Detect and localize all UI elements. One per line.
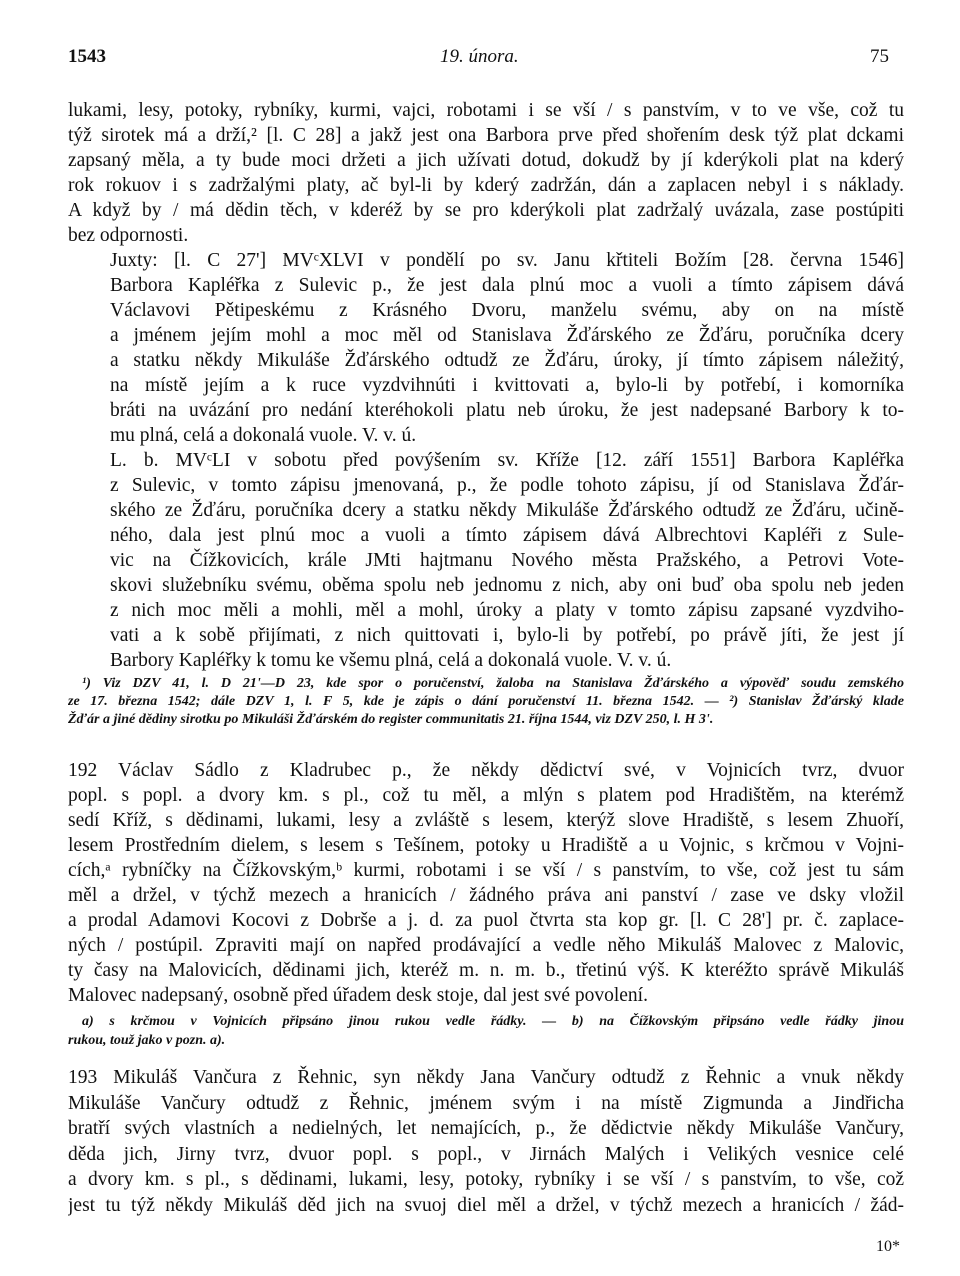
text-line: A když by / má dědin těch, v kderéž by se pro kderýkoli plat zadržalý uvázala, zase postúpiti (68, 200, 904, 221)
entry-193-line: jest tu týž někdy Mikuláš děd jich na svuoj diel měl a držel, v týchž mezech a hranicích / žád- (68, 1194, 904, 1216)
running-date: 19. února. (440, 46, 519, 67)
text-line: na místě jejím a k ruce vyzdvihnúti i kvittovati a, bylo-li by potřebí, i komorníka (110, 375, 904, 396)
text-line: Václavovi Pětipeskému z Krásného Dvoru, manželu svému, aby on na místě (110, 300, 904, 321)
text-line: a jménem jejím mohl a moc měl od Stanislava Žďárského ze Žďáru, poručníka dcery (110, 325, 904, 346)
text-line: zapsaný měla, a ty bude moci držeti a jich užívati dotud, dokudž by jí kderýkoli plat na kderý (68, 150, 904, 171)
text-line: bráti na uvázání pro nedání kteréhokoli platu neb úroku, že jest nadepsané Barbory k to- (110, 400, 904, 421)
text-line: mu plná, celá a dokonalá vuole. V. v. ú. (110, 425, 417, 446)
text-line: rok rokuov i s zadržalými platy, ač byl-li by kderý zadržán, dán a zaplacen nebyl i s náklady. (68, 175, 904, 196)
entry-192-line: a prodal Adamovi Kocovi z Dobrše a j. d. za puol čtvrta sta kop gr. [l. C 28'] pr. č. zaplace- (68, 910, 904, 931)
text-line: týž sirotek má a drží,² [l. C 28] a jakž jest ona Barbora prve před shořením desk týž plat dckami (68, 125, 904, 146)
entry-192-line: sedí Kříž, s dědinami, lukami, lesy a zvláště s lesem, kterýž slove Hradiště, s lesem Zhuoří, (68, 810, 904, 831)
entry-192-line: ných / postúpil. Zpraviti mají on napřed prodávající a vedle něho Mikuláš Malovec z Malovic, (68, 935, 904, 956)
entry-192-line: Malovec nadepsaný, osobně před úřadem desk stoje, dal jest své povolení. (68, 985, 648, 1006)
entry-192-line: ty časy na Malovicích, dědinami jich, kteréž m. n. m. b., třetinú výš. K kteréžto správě Mikuláš (68, 960, 904, 981)
text-line: ského ze Žďáru, poručníka dcery a statku někdy Mikuláše Žďárského odtudž ze Žďáru, učině- (110, 500, 904, 521)
text-line: z Sulevic, v tomto zápisu jmenovaná, p., že podle tohoto zápisu, jí od Stanislava Žďár- (110, 475, 904, 496)
text-line: bez odpornosti. (68, 225, 189, 246)
footnote-line: a) s krčmou v Vojnicích připsáno jinou rukou vedle řádky. — b) na Čížkovským připsáno vedle řádky jinou (82, 1014, 904, 1029)
entry-192-line: lesem Prostředním dielem, s lesem s Tešínem, potoky u Hradiště a u Vojnic, s krčmou v Vojni- (68, 835, 904, 856)
text-line: Barbory Kapléřky k tomu ke všemu plná, celá a dokonalá vuole. V. v. ú. (110, 650, 672, 671)
text-line: vic na Čížkovicích, krále JMti hajtmanu Nového města Pražského, a Petrovi Vote- (110, 550, 904, 571)
entry-192-line: cích,ᵃ rybníčky na Čížkovským,ᵇ kurmi, robotami i se vší / s panstvím, to vše, což jest tu sám (68, 860, 904, 881)
text-line: a statku někdy Mikuláše Žďárského odtudž ze Žďáru, úroky, jí tímto zápisem náležitý, (110, 350, 904, 371)
running-year: 1543 (68, 46, 106, 67)
footnote-line: rukou, touž jako v pozn. a). (68, 1033, 226, 1048)
text-line: L. b. MVᶜLI v sobotu před povýšením sv. Kříže [12. září 1551] Barbora Kapléřka (110, 450, 904, 471)
entry-193-line: a dvory km. s pl., s dědinami, lukami, lesy, potoky, rybníky i se vší / s panstvím, to vše, což (68, 1169, 904, 1190)
text-line: vati a k sobě přijímati, z nich quittovati i, bylo-li by potřebí, po právě jíti, že jest jí (110, 625, 904, 646)
entry-193-line: děda jich, Jirny tvrz, dvuor popl. s popl., v Jirnách Malých i Velikých vesnice celé (68, 1143, 904, 1165)
entry-192-line: měl a držel, v týchž mezech a hranicích / žádného práva ani panství / zase ve dsky vložil (68, 885, 904, 906)
text-line: lukami, lesy, potoky, rybníky, kurmi, vajci, robotami i se vší / s panstvím, v to ve vše, což tu (68, 100, 904, 121)
printer-signature: 10* (876, 1238, 900, 1255)
entry-193-line: bratří svých vlastních a nedielných, let nemajících, p., že dědictvie někdy Mikuláše Vančury, (68, 1118, 904, 1139)
text-line: z nich moc měli a mohli, měl a mohl, úroky a platy v tomto zápisu zapsané vyzdviho- (110, 600, 904, 621)
footnote-line: Žďár a jiné dědiny sirotku po Mikuláši Žďárském do register communitatis 21. října 1544, viz DZV 250, l. H 3'. (68, 712, 714, 727)
entry-192-line: popl. s popl. a dvory km. s pl., což tu měl, a mlýn s platem pod Hradištěm, na kterémž (68, 785, 904, 806)
entry-193-line: 193 Mikuláš Vančura z Řehnic, syn někdy Jana Vančury odtudž z Řehnic a vnuk někdy (68, 1067, 904, 1088)
text-line: ného, dala jest plnú moc a vuoli a tímto zápisem dává Albrechtovi Kapléři z Sule- (110, 525, 904, 546)
footnote-line: ze 17. března 1542; dále DZV 1, l. F 5, kde je zápis o dání poručenství 11. března 1542. — ²) Stanislav Žďárský klade (68, 694, 904, 709)
text-line: Juxty: [l. C 27'] MVᶜXLVI v pondělí po sv. Janu křtiteli Božím [28. června 1546] (110, 250, 904, 271)
text-line: Barbora Kapléřka z Sulevic p., že jest dala plnú moc a vuoli a tímto zápisem dává (110, 275, 904, 296)
text-line: skovi služebníku svému, oběma spolu neb jednomu z nich, aby oni buď oba spolu neb jeden (110, 575, 904, 596)
entry-193-line: Mikuláše Vančury odtudž z Řehnic, jménem svým i na místě Zigmunda a Jindřicha (68, 1092, 904, 1114)
footnote-line: ¹) Viz DZV 41, l. D 21'—D 23, kde spor o poručenství, žaloba na Stanislava Žďárského a výpověď soudu zemského (82, 676, 904, 691)
page-number: 75 (870, 46, 889, 67)
entry-192-line: 192 Václav Sádlo z Kladrubec p., že někdy dědictví své, v Vojnicích tvrz, dvuor (68, 760, 904, 781)
